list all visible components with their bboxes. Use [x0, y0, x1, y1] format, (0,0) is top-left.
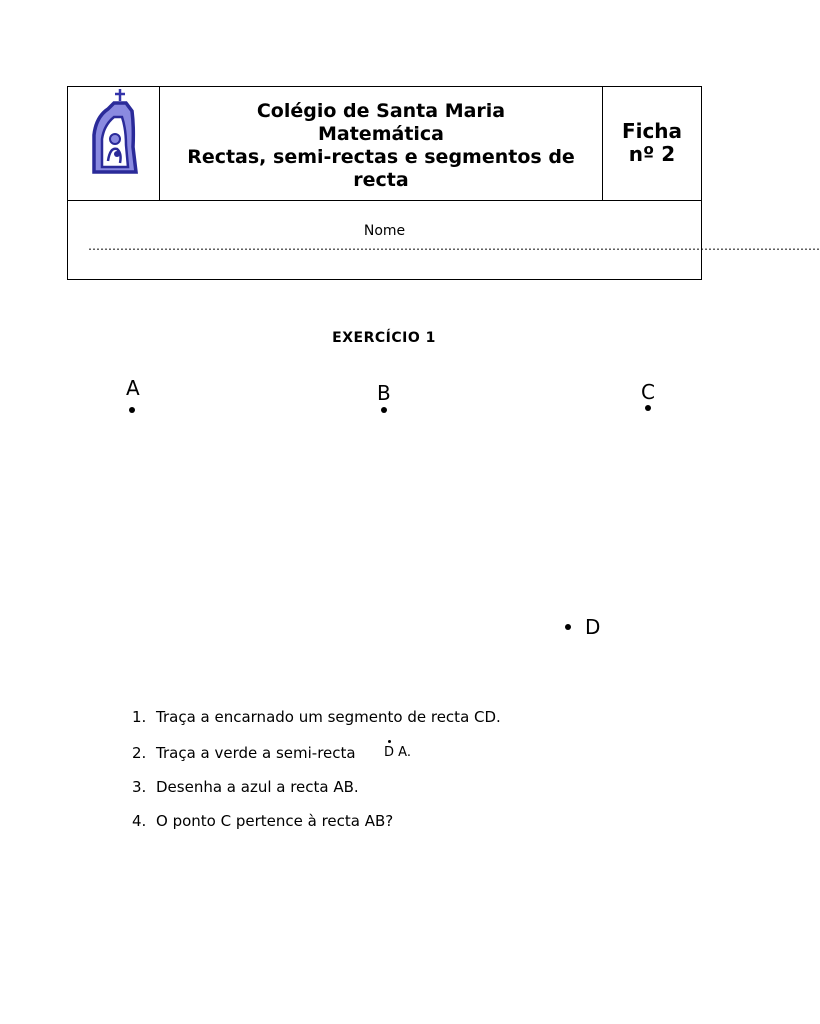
question-number: 2. — [132, 744, 147, 762]
name-row — [68, 200, 820, 279]
ficha-number: nº 2 — [628, 142, 676, 166]
question-number: 3. — [132, 778, 147, 796]
name-label: Nome — [363, 223, 406, 239]
question-text: Desenha a azul a recta AB. — [156, 778, 359, 796]
topic-line-1: Rectas, semi-rectas e segmentos de — [187, 145, 575, 168]
question-number: 1. — [132, 708, 147, 726]
question-text: O ponto C pertence à recta AB? — [156, 812, 394, 830]
ficha-label: Ficha — [621, 119, 683, 143]
ray-from: D — [384, 745, 395, 760]
point-label-c: C — [641, 380, 655, 404]
ray-origin-dot — [388, 740, 391, 743]
topic-line-2: recta — [353, 168, 409, 191]
school-church-logo-icon — [86, 87, 142, 179]
point-dot-a — [129, 407, 135, 413]
question-text: Traça a verde a semi-recta — [156, 744, 356, 762]
question-number: 4. — [132, 812, 147, 830]
question-4 — [132, 812, 393, 830]
question-2 — [132, 744, 432, 762]
school-name: Colégio de Santa Maria — [256, 99, 506, 122]
ficha-cell — [603, 87, 701, 200]
ray-suffix: . — [406, 745, 411, 760]
point-label-d: D — [585, 615, 601, 639]
ray-to: A — [398, 745, 407, 760]
header-table — [67, 86, 820, 280]
point-dot-c — [645, 405, 651, 411]
logo-cell — [68, 87, 160, 200]
question-text: Traça a encarnado um segmento de recta CD. — [156, 708, 501, 726]
point-dot-d — [565, 624, 571, 630]
ray-notation-da — [384, 744, 411, 762]
point-label-a: A — [126, 376, 140, 400]
exercise-title: EXERCÍCIO 1 — [332, 330, 436, 346]
point-dot-b — [381, 407, 387, 413]
question-3 — [132, 778, 359, 796]
name-dotted-line[interactable]: ………………………………………………………………………………………………………………………………………………………………… — [88, 239, 820, 253]
point-label-b: B — [377, 381, 391, 405]
question-1 — [132, 708, 501, 726]
subject-name: Matemática — [318, 122, 444, 145]
title-cell — [160, 87, 603, 200]
